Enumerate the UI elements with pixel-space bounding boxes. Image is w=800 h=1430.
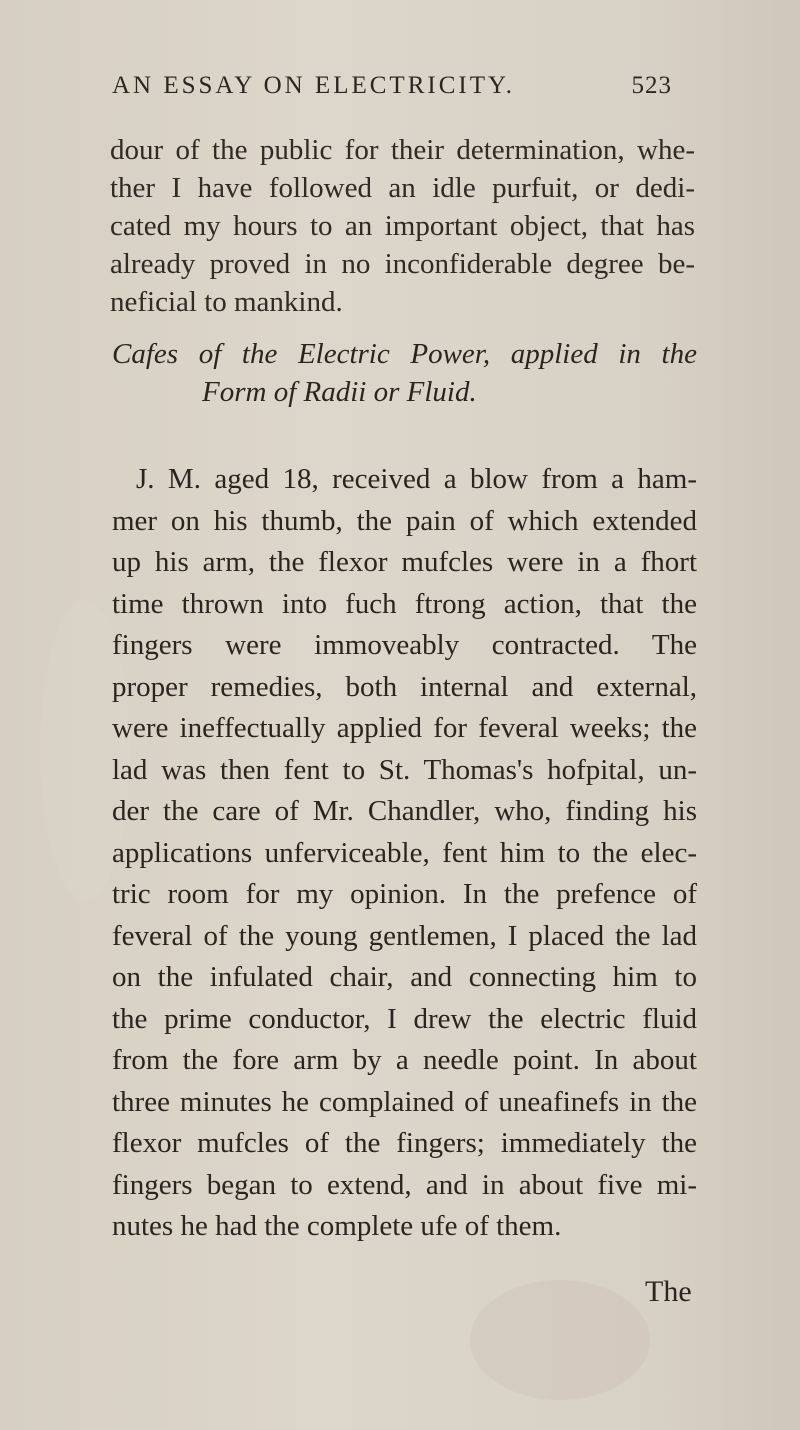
text-line: der the care of Mr. Chandler, who, finding his: [112, 795, 697, 827]
text-line: lad was then fent to St. Thomas's hofpital, un-: [112, 753, 697, 786]
catchword: The: [645, 1275, 692, 1308]
text-line: ther I have followed an idle purfuit, or dedi-: [110, 172, 695, 204]
text-line: fingers began to extend, and in about five mi-: [112, 1168, 697, 1201]
paper-stain: [470, 1280, 650, 1400]
text-line: feveral of the young gentlemen, I placed the lad: [112, 919, 697, 952]
text-line: were ineffectually applied for feveral weeks; the: [112, 712, 697, 744]
text-line: neficial to mankind.: [110, 286, 343, 318]
text-line: dour of the public for their determination, whe-: [110, 134, 695, 166]
text-line: applications unferviceable, fent him to the elec-: [112, 836, 697, 869]
text-line: time thrown into fuch ftrong action, that the: [112, 587, 697, 620]
text-line: fingers were immoveably contracted. The: [112, 629, 697, 661]
text-line: the prime conductor, I drew the electric fluid: [112, 1002, 697, 1035]
heading-line: Form of Radii or Fluid.: [202, 376, 477, 408]
text-line: on the infulated chair, and connecting him to: [112, 961, 697, 993]
text-line: J. M. aged 18, received a blow from a ham-: [136, 463, 697, 495]
text-line: flexor mufcles of the fingers; immediately the: [112, 1127, 697, 1159]
text-line: cated my hours to an important object, that has: [110, 210, 695, 242]
text-line: mer on his thumb, the pain of which extended: [112, 504, 697, 537]
text-line: three minutes he complained of uneafinefs in the: [112, 1085, 697, 1118]
heading-line: Cafes of the Electric Power, applied in the: [112, 338, 697, 370]
page-header: [112, 72, 672, 112]
running-head: AN ESSAY ON ELECTRICITY.: [112, 72, 516, 99]
text-line: nutes he had the complete ufe of them.: [112, 1210, 562, 1242]
intro-paragraph: [110, 132, 695, 322]
text-line: up his arm, the flexor mufcles were in a fhort: [112, 546, 697, 578]
page-number: 523: [631, 72, 672, 99]
text-line: tric room for my opinion. In the prefence of: [112, 878, 697, 910]
text-line: already proved in no inconfiderable degree be-: [110, 248, 695, 280]
text-line: proper remedies, both internal and external,: [112, 670, 697, 703]
text-line: from the fore arm by a needle point. In about: [112, 1044, 697, 1076]
section-heading: [112, 335, 697, 411]
case-paragraph: [112, 460, 697, 1249]
